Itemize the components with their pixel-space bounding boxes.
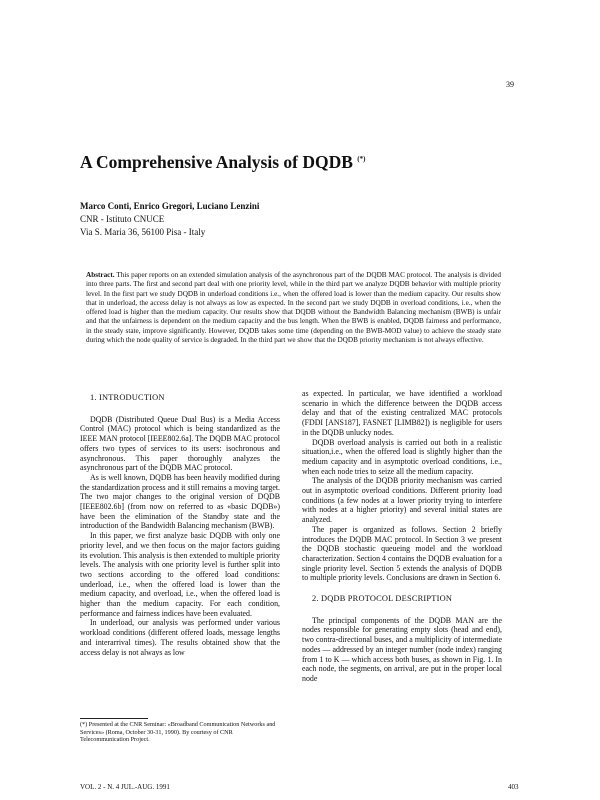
paper-title [80, 152, 365, 173]
body-paragraph: The paper is organized as follows. Section 2 briefly introduces the DQDB MAC protocol. In Section 3 we present the DQDB stochastic queueing model and the workload characterization. Section 4 contains the DQDB evaluation for a single priority level. Section 5 extends the analysis of DQDB to multiple priority levels. Conclusions are drawn in Section 6. [302, 524, 502, 583]
footnote: (*) Presented at the CNR Seminar: «Broadband Communication Networks and Services» (Roma, October 30-31, 1990). By courtesy of CNR Telecommunication Project. [80, 721, 276, 744]
footnote-rule [80, 718, 148, 719]
body-paragraph: In underload, our analysis was performed under various workload conditions (different offered loads, message lengths and interarrival times). The results obtained show that the access delay is not always as low [80, 618, 280, 657]
left-column [80, 393, 280, 657]
right-column [302, 389, 502, 684]
journal-volume-footer: VOL. 2 - N. 4 JUL.-AUG. 1991 [80, 783, 170, 791]
page-number-bottom: 403 [508, 783, 519, 791]
abstract-label: Abstract. [86, 271, 115, 279]
abstract [86, 271, 501, 345]
page-number-top: 39 [506, 80, 514, 89]
title-footnote-mark: (*) [357, 155, 366, 164]
section-heading-protocol: 2. DQDB PROTOCOL DESCRIPTION [312, 594, 453, 604]
abstract-text: This paper reports on an extended simulation analysis of the asynchronous part of the DQDB MAC protocol. The analysis is divided into three parts. The first and second part deal with one priority level, while in the third part we analyze DQDB behavior with multiple priority level. In the first part we study DQDB in underload conditions i.e., when the offered load is lower than the medium capacity. Our results show that in underload, the access delay is not always as low as expected. In the second part we study DQDB in overload conditions, i.e., when the offered load is higher than the medium capacity. Our results show that DQDB without the Bandwidth Balancing mechanism (BWB) is unfair and that the unfairness is dependent on the medium capacity and the bus length. When the BWB is enabled, DQDB fairness and performance, in the steady state, improve significantly. However, DQDB takes some time (depending on the BWB-MOD value) to achieve the steady state during which the node quality of service is degraded. In the third part we show that the DQDB priority mechanism is not always effective. [86, 271, 501, 345]
body-paragraph: In this paper, we first analyze basic DQDB with only one priority level, and we then focus on the major factors guiding its evolution. This analysis is then extended to multiple priority levels. The analysis with one priority level is further split into two sections according to the offered load conditions: underload, i.e., when the offered load is lower than the medium capacity, and overload, i.e., when the offered load is higher than the medium capacity. For each condition, performance and fairness indices have been evaluated. [80, 531, 280, 618]
author-address: Via S. Maria 36, 56100 Pisa - Italy [80, 227, 206, 237]
body-paragraph: DQDB (Distributed Queue Dual Bus) is a Media Access Control (MAC) protocol which is being standardized as the IEEE MAN protocol [IEEE802.6a]. The DQDB MAC protocol offers two types of services to its users: isochronous and asynchronous. This paper thoroughly analyzes the asynchronous part of the DQDB MAC protocol. [80, 414, 280, 473]
author-block [80, 200, 259, 239]
author-names: Marco Conti, Enrico Gregori, Luciano Lenzini [80, 201, 260, 211]
body-paragraph: as expected. In particular, we have identified a workload scenario in which the difference between the DQDB access delay and that of the existing centralized MAC protocols (FDDI [ANS187], FASNET [LIMB82]) is negligible for users in the DQDB unlucky nodes. [302, 389, 502, 437]
body-paragraph: DQDB overload analysis is carried out both in a realistic situation,i.e., when the offered load is slightly higher than the medium capacity and in asymptotic overload conditions, i.e., when each node tries to seize all the medium capacity. [302, 437, 502, 476]
paper-title-text: A Comprehensive Analysis of DQDB [80, 152, 353, 172]
body-paragraph: The analysis of the DQDB priority mechanism was carried out in asymptotic overload conditions. Different priority load conditions (a few nodes at a lower priority trying to interfere with nodes at a higher priority) and several initial states are analyzed. [302, 476, 502, 525]
section-heading-introduction: 1. INTRODUCTION [90, 393, 165, 402]
author-affiliation: CNR - Istituto CNUCE [80, 214, 165, 224]
body-paragraph: As is well known, DQDB has been heavily modified during the standardization process and it still remains a moving target. The two major changes to the original version of DQDB [IEEE802.6b] (from now on referred to as «basic DQDB») have been the elimination of the Standby state and the introduction of the Bandwidth Balancing mechanism (BWB). [80, 472, 280, 531]
body-paragraph: The principal components of the DQDB MAN are the nodes responsible for generating empty slots (head and end), two contra-directional buses, and a multiplicity of intermediate nodes — addressed by an integer number (node index) ranging from 1 to K — which access both buses, as shown in Fig. 1. In each node, the segments, on arrival, are put in the proper local node [302, 615, 502, 683]
